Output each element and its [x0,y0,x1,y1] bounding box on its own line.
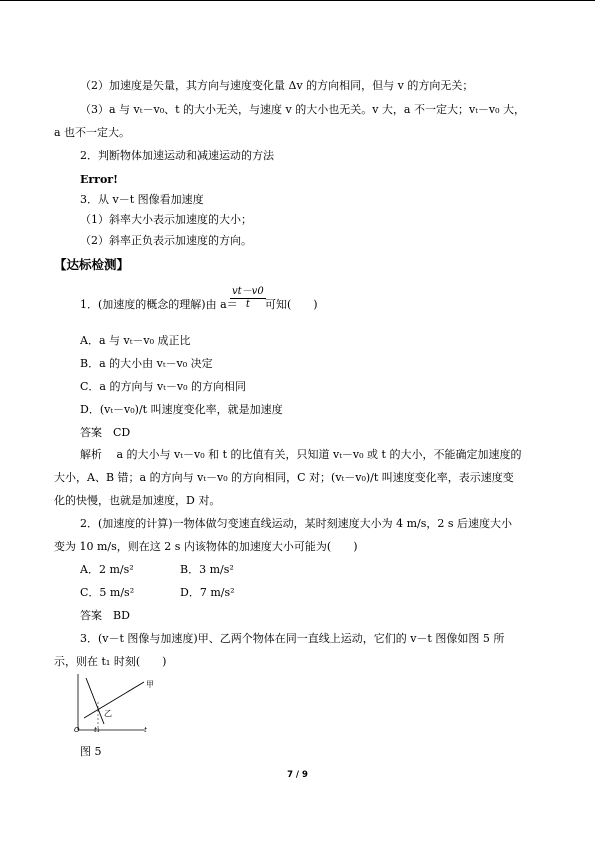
q2-stem-line: 变为 10 m/s，则在这 2 s 内该物体的加速度大小可能为( ) [54,540,358,553]
q1-fraction [230,286,266,311]
q1-option-b: B．a 的大小由 vₜ－v₀ 决定 [80,357,213,370]
text-line: a 也不一定大。 [54,126,131,139]
q1-option-a: A．a 与 vₜ－v₀ 成正比 [80,334,191,347]
q1-analysis-line: 解析 a 的大小与 vₜ－v₀ 和 t 的比值有关，只知道 vₜ－v₀ 或 t 的大小，不能确定加速度的 [80,448,522,461]
text-line: （3）a 与 vₜ－v₀、t 的大小无关，与速度 v 的大小也无关。v 大，a 不一定大；vₜ－v₀ 大， [80,103,526,116]
q3-stem-line: 示，则在 t₁ 时刻( ) [54,655,167,668]
q2-option-d: D．7 m/s² [180,586,235,599]
q1-option-d: D．(vₜ－v₀)/t 叫速度变化率，就是加速度 [80,403,283,416]
label-t1: t₁ [94,726,100,734]
error-text: Error! [80,173,118,186]
q2-stem-line: 2．(加速度的计算)一物体做匀变速直线运动，某时刻速度大小为 4 m/s，2 s 后速度大小 [80,517,512,530]
label-t: t [144,726,147,734]
q2-option-b: B．3 m/s² [180,563,234,576]
text-line: 2．判断物体加速运动和减速运动的方法 [80,149,274,162]
vt-graph-figure [74,672,164,734]
q1-answer: 答案 CD [80,426,131,439]
q1-analysis-line: 大小，A、B 错；a 的方向与 vₜ－v₀ 的方向相同，C 对；(vₜ－v₀)/t 叫速度变化率，表示速度变 [54,471,514,484]
q2-option-a: A．2 m/s² [80,563,134,576]
label-jia: 甲 [146,680,154,689]
text-line: （2）加速度是矢量，其方向与速度变化量 Δv 的方向相同，但与 v 的方向无关； [80,79,474,92]
text-line: （1）斜率大小表示加速度的大小； [80,213,252,226]
line-jia [84,682,144,718]
q1-option-c: C．a 的方向与 vₜ－v₀ 的方向相同 [80,380,247,393]
section-header: 【达标检测】 [54,257,130,272]
q2-option-c: C．5 m/s² [80,586,135,599]
line-yi [86,678,104,724]
text-line: （2）斜率正负表示加速度的方向。 [80,234,252,247]
label-yi: 乙 [104,709,112,718]
text-line: 3．从 v－t 图像看加速度 [80,193,204,206]
q2-answer: 答案 BD [80,609,130,622]
fraction-numerator: vt－v0 [232,286,264,297]
q1-analysis-line: 化的快慢，也就是加速度，D 对。 [54,494,221,507]
q3-stem-line: 3．(v－t 图像与加速度)甲、乙两个物体在同一直线上运动，它们的 v－t 图像如图 5 所 [80,632,505,645]
fraction-denominator: t [245,299,250,310]
q1-suffix: 可知( ) [265,298,318,311]
page-number: 7 / 9 [287,770,308,780]
label-origin: O [74,726,80,734]
figure-caption: 图 5 [80,745,102,758]
q1-prefix: 1．(加速度的概念的理解)由 a＝ [80,298,238,311]
